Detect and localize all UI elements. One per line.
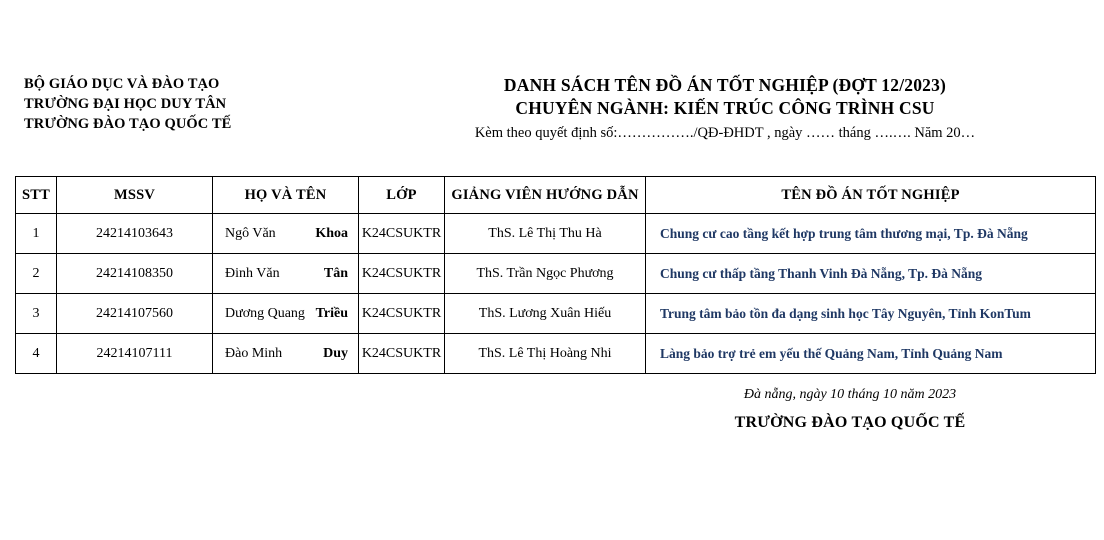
project-title: Chung cư thấp tầng Thanh Vinh Đà Nẵng, Tp. Đà Nẵng (660, 265, 982, 281)
cell-class: K24CSUKTR (359, 214, 445, 254)
fullname-last: Khoa (315, 225, 348, 241)
table-header (16, 177, 1096, 214)
cell-class: K24CSUKTR (359, 294, 445, 334)
project-title: Làng bảo trợ trẻ em yếu thế Quảng Nam, Tỉnh Quảng Nam (660, 345, 1003, 361)
column-header-project: TÊN ĐỒ ÁN TỐT NGHIỆP (646, 177, 1096, 214)
document-header (0, 74, 1104, 154)
cell-mssv: 24214103643 (57, 214, 213, 254)
cell-stt: 3 (16, 294, 57, 334)
cell-fullname (213, 254, 359, 294)
cell-class: K24CSUKTR (359, 254, 445, 294)
page-title: DANH SÁCH TÊN ĐỒ ÁN TỐT NGHIỆP (ĐỢT 12/2023) (503, 75, 947, 95)
organization-block (24, 74, 354, 134)
cell-fullname (213, 334, 359, 374)
document-footer (640, 385, 1060, 435)
column-header-fullname: HỌ VÀ TÊN (213, 177, 359, 214)
fullname-first: Đào Minh (225, 345, 283, 361)
table-row (16, 334, 1096, 374)
column-header-mssv: MSSV (57, 177, 213, 214)
cell-advisor: ThS. Lê Thị Thu Hà (445, 214, 646, 254)
column-header-advisor: GIẢNG VIÊN HƯỚNG DẪN (445, 177, 646, 214)
fullname-first: Ngô Văn (225, 225, 276, 241)
table-row (16, 294, 1096, 334)
cell-advisor: ThS. Lê Thị Hoàng Nhi (445, 334, 646, 374)
project-title: Chung cư cao tầng kết hợp trung tâm thương mại, Tp. Đà Nẵng (660, 225, 1028, 241)
cell-mssv: 24214107560 (57, 294, 213, 334)
fullname-wrapper (213, 346, 358, 362)
cell-stt: 2 (16, 254, 57, 294)
fullname-last: Duy (323, 345, 348, 361)
cell-project (646, 214, 1096, 254)
org-line-school: TRƯỜNG ĐÀO TẠO QUỐC TẾ (24, 116, 232, 132)
column-header-class: LỚP (359, 177, 445, 214)
cell-class: K24CSUKTR (359, 334, 445, 374)
fullname-first: Đinh Văn (225, 265, 280, 281)
cell-advisor: ThS. Trần Ngọc Phương (445, 254, 646, 294)
fullname-wrapper (213, 306, 358, 322)
decision-note: Kèm theo quyết định số:……………./QĐ-ĐHDT , ngày …… tháng ….…. Năm 20… (474, 125, 976, 141)
table-row (16, 214, 1096, 254)
org-line-ministry: BỘ GIÁO DỤC VÀ ĐÀO TẠO (24, 76, 220, 92)
cell-project (646, 254, 1096, 294)
cell-advisor: ThS. Lương Xuân Hiếu (445, 294, 646, 334)
title-block (360, 74, 1090, 144)
footer-date: Đà nẵng, ngày 10 tháng 10 năm 2023 (743, 387, 957, 402)
column-header-stt: STT (16, 177, 57, 214)
table-header-row (16, 177, 1096, 214)
fullname-last: Tân (323, 265, 348, 281)
table-body (16, 214, 1096, 374)
fullname-last: Triều (315, 305, 348, 321)
thesis-list-table (15, 176, 1096, 374)
cell-mssv: 24214107111 (57, 334, 213, 374)
fullname-wrapper (213, 226, 358, 242)
fullname-first: Dương Quang (225, 305, 305, 321)
cell-stt: 1 (16, 214, 57, 254)
cell-mssv: 24214108350 (57, 254, 213, 294)
footer-signer: TRƯỜNG ĐÀO TẠO QUỐC TẾ (734, 414, 966, 431)
page-subtitle: CHUYÊN NGÀNH: KIẾN TRÚC CÔNG TRÌNH CSU (515, 98, 935, 118)
fullname-wrapper (213, 266, 358, 282)
cell-fullname (213, 294, 359, 334)
cell-project (646, 334, 1096, 374)
cell-stt: 4 (16, 334, 57, 374)
table-row (16, 254, 1096, 294)
cell-fullname (213, 214, 359, 254)
org-line-university: TRƯỜNG ĐẠI HỌC DUY TÂN (24, 96, 227, 112)
cell-project (646, 294, 1096, 334)
project-title: Trung tâm bảo tồn đa dạng sinh học Tây Nguyên, Tỉnh KonTum (660, 305, 1031, 321)
